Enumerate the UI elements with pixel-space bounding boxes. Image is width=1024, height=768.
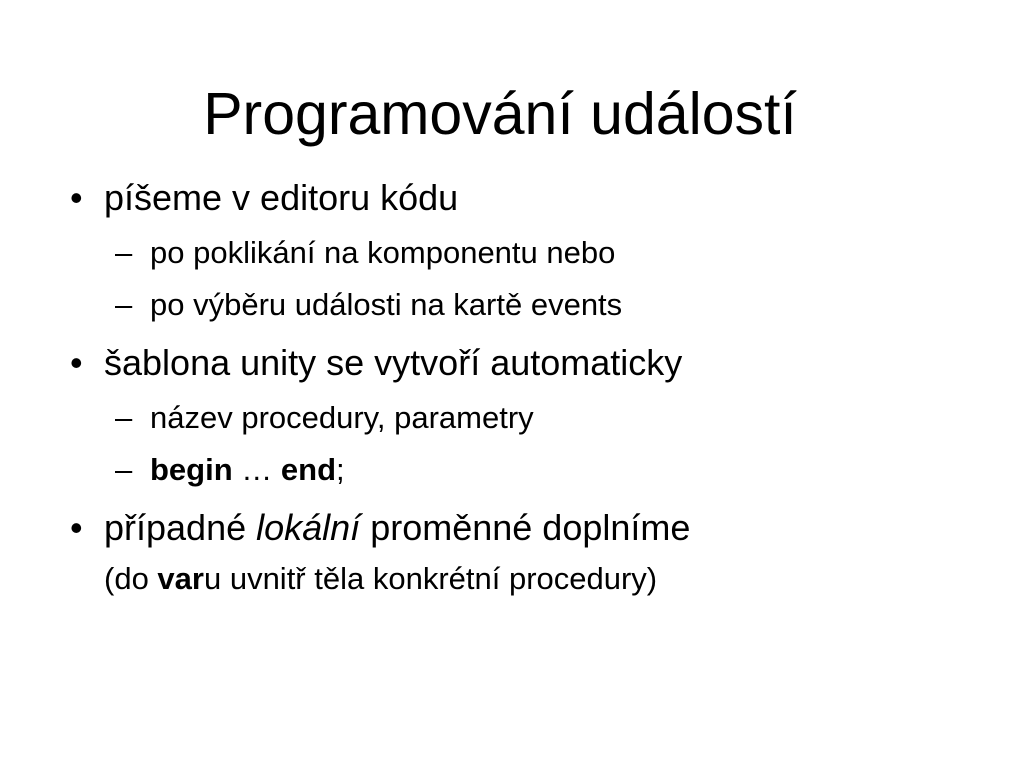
keyword-begin: begin — [150, 452, 233, 487]
bullet-marker: • — [70, 342, 83, 383]
bullet-item — [70, 176, 459, 220]
continuation-pre: (do — [104, 561, 158, 596]
bullet-marker: • — [70, 177, 83, 218]
bullet-continuation — [104, 559, 657, 599]
sub-bullet-text: po poklikání na komponentu nebo — [150, 235, 616, 270]
dash-marker: – — [115, 287, 133, 322]
keyword-end: end — [280, 452, 337, 487]
bullet-item — [70, 506, 691, 550]
dash-marker: – — [115, 235, 133, 270]
dash-marker: – — [115, 400, 133, 435]
sub-bullet-item — [115, 450, 345, 490]
semicolon-text: ; — [336, 452, 345, 487]
sub-bullet-item — [115, 233, 616, 273]
keyword-var: var — [157, 561, 204, 596]
bullet-marker: • — [70, 507, 83, 548]
bullet-text: píšeme v editoru kódu — [104, 177, 459, 218]
sub-bullet-text: po výběru události na kartě events — [150, 287, 623, 322]
slide-title: Programování událostí — [203, 81, 797, 147]
sub-bullet-item — [115, 285, 623, 325]
bullet-item — [70, 341, 683, 385]
bullet-text-post: proměnné doplníme — [360, 507, 691, 548]
dash-marker: – — [115, 452, 133, 487]
bullet-text-pre: případné — [104, 507, 257, 548]
ellipsis-text: … — [232, 452, 281, 487]
sub-bullet-item — [115, 398, 534, 438]
sub-bullet-text: název procedury, parametry — [150, 400, 534, 435]
bullet-text-italic: lokální — [256, 507, 361, 548]
continuation-post: u uvnitř těla konkrétní procedury) — [203, 561, 658, 596]
bullet-text: šablona unity se vytvoří automaticky — [104, 342, 683, 383]
